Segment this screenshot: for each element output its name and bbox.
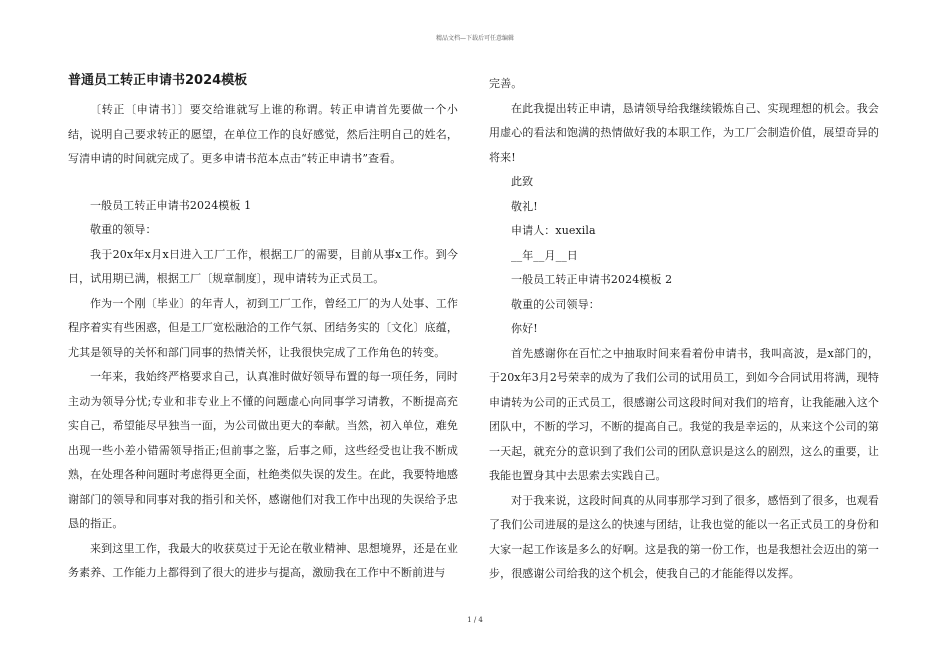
continuation-text: 完善。 bbox=[489, 77, 523, 90]
body-paragraph: 我于20x年x月x日进入工厂工作，根据工厂的需要，目前从事x工作。到今日，试用期已满，根据工厂〔规章制度〕，现申请转为正式员工。 bbox=[68, 247, 458, 285]
applicant-line: 申请人：xuexila bbox=[511, 224, 596, 237]
body-paragraph: 在此我提出转正申请，恳请领导给我继续锻炼自己、实现理想的机会。我会用虚心的看法和饱满的热情做好我的本职工作，为工厂会制造价值，展望奇异的将来! bbox=[489, 101, 879, 164]
document-title: 普通员工转正申请书2024模板 bbox=[68, 73, 248, 88]
intro-paragraph: 〔转正〔申请书〕〕要交给谁就写上谁的称谓。转正申请首先要做一个小结，说明自己要求转正的愿望，在单位工作的良好感觉，然后注明自己的姓名，写清申请的时间就完成了。更多申请书范本点击“转正申请书”查看。 bbox=[68, 103, 458, 165]
body-paragraph: 首先感谢你在百忙之中抽取时间来看着份申请书，我叫高波，是x部门的，于20x年3月2号荣幸的成为了我们公司的试用员工，到如今合同试用将满，现特申请转为公司的正式员工，很感谢公司这段时间对我们的培育，让我能融入这个团队中，不断的学习，不断的提高自己。我觉的我是幸运的，从来这个公司的第一天起，就充分的意识到了我们公司的团队意识是这么的剧烈，这么的重要，让我能也置身其中去思索去实践自己。 bbox=[489, 346, 879, 482]
closing-phrase: 此致 bbox=[511, 175, 534, 188]
body-paragraph: 一年来，我始终严格要求自己，认真准时做好领导布置的每一项任务，同时主动为领导分忧;专业和非专业上不懂的问题虚心向同事学习请教，不断提高充实自己，希望能尽早独当一面，为公司做出更大的奉献。当然，初入单位，难免出现一些小差小错需领导指正;但前事之鉴，后事之师，这些经受也让我不断成熟，在处理各种问题时考虑得更全面，杜绝类似失误的发生。在此，我要特地感谢部门的领导和同事对我的指引和关怀，感谢他们对我工作中出现的失误给予忠恳的指正。 bbox=[68, 370, 458, 530]
right-column bbox=[489, 72, 879, 587]
closing-salute: 敬礼! bbox=[511, 199, 538, 213]
page-number: 1 / 4 bbox=[467, 616, 483, 624]
body-paragraph: 对于我来说，这段时间真的从同事那学习到了很多，感悟到了很多，也观看了我们公司进展的是这么的快速与团结，让我也觉的能以一名正式员工的身份和大家一起工作该是多么的好啊。这是我的第一份工作，也是我想社会迈出的第一步，很感谢公司给我的这个机会，使我自己的才能能得以发挥。 bbox=[489, 493, 879, 580]
page-header-note: 精品文档—下载后可任意编辑 bbox=[435, 35, 514, 42]
left-column bbox=[68, 70, 458, 586]
salutation-1: 敬重的领导： bbox=[90, 223, 157, 236]
body-paragraph: 作为一个刚〔毕业〕的年青人，初到工厂工作，曾经工厂的为人处事、工作程序着实有些困惑，但是工厂宽松融洽的工作气氛、团结务实的〔文化〕底蕴，尤其是领导的关怀和部门同事的热情关怀，让我很快完成了工作角色的转变。 bbox=[68, 296, 458, 359]
section-heading-1: 一般员工转正申请书2024模板 1 bbox=[90, 198, 252, 212]
section-heading-2: 一般员工转正申请书2024模板 2 bbox=[511, 273, 673, 286]
date-line: __年__月__日 bbox=[511, 248, 578, 262]
greeting: 你好! bbox=[511, 322, 538, 335]
spacer bbox=[68, 172, 458, 194]
salutation-2: 敬重的公司领导： bbox=[511, 297, 600, 311]
body-paragraph: 来到这里工作，我最大的收获莫过于无论在敬业精神、思想境界，还是在业务素养、工作能力上都得到了很大的进步与提高，激励我在工作中不断前进与 bbox=[68, 541, 458, 579]
